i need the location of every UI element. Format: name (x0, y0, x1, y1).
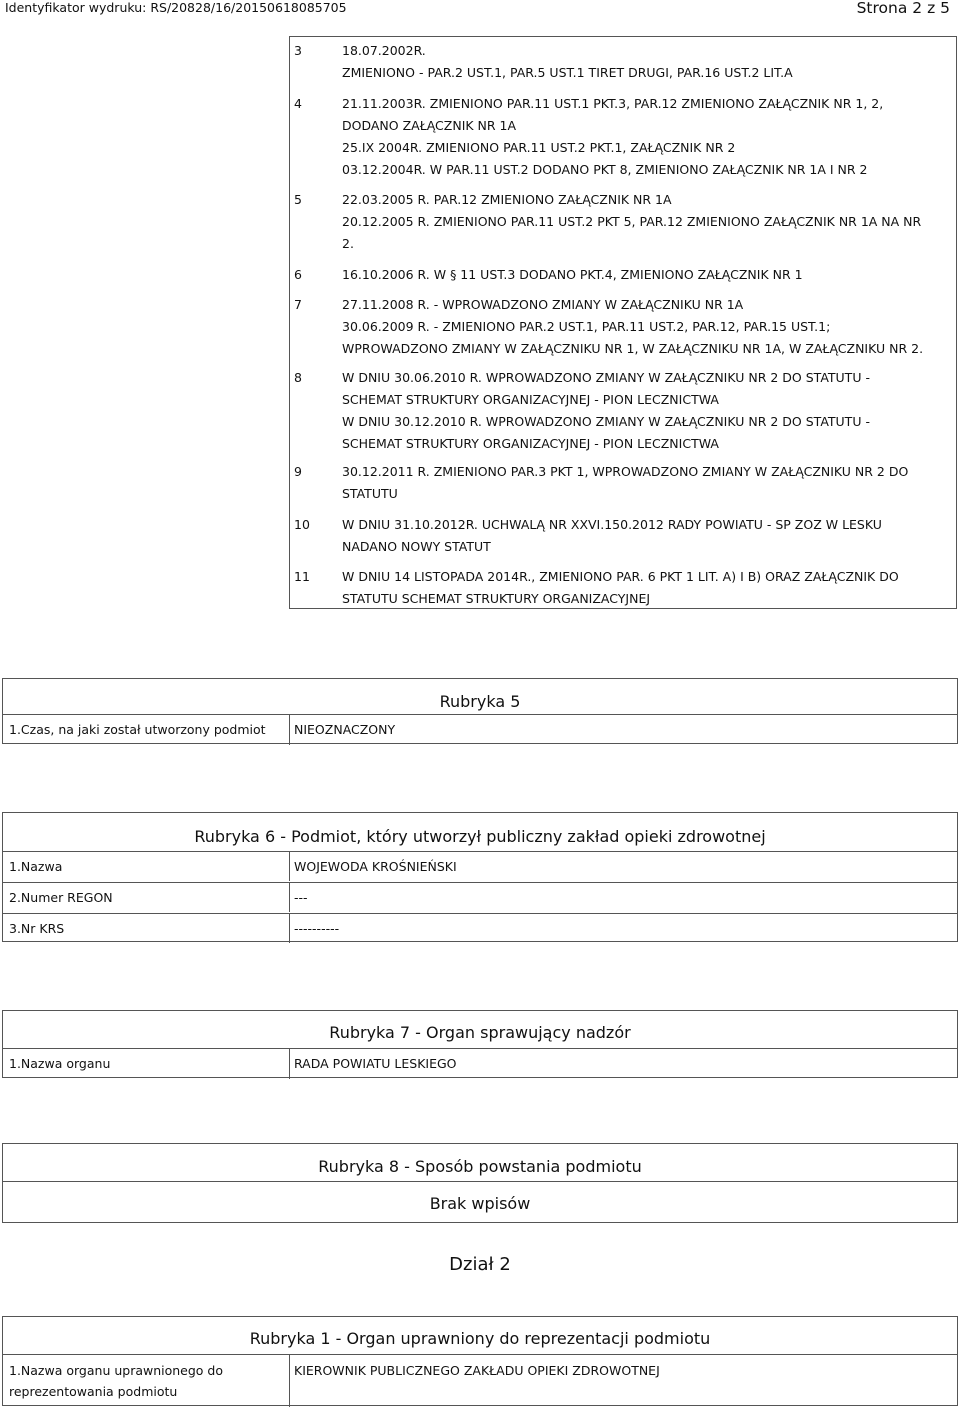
entry-line: 16.10.2006 R. W § 11 UST.3 DODANO PKT.4, ZMIENIONO ZAŁĄCZNIK NR 1 (342, 267, 803, 282)
section-title: Rubryka 6 - Podmiot, który utworzył publiczny zakład opieki zdrowotnej (194, 827, 766, 846)
field-label: 1.Nazwa (9, 859, 63, 874)
field-value: RADA POWIATU LESKIEGO (294, 1056, 457, 1071)
entry-line: SCHEMAT STRUKTURY ORGANIZACYJNEJ - PION LECZNICTWA (342, 436, 719, 451)
entry-line: STATUTU (342, 486, 398, 501)
field-value: ---------- (294, 921, 340, 936)
field-label: 1.Czas, na jaki został utworzony podmiot (9, 722, 266, 737)
entry-line: 30.06.2009 R. - ZMIENIONO PAR.2 UST.1, PAR.11 UST.2, PAR.12, PAR.15 UST.1; (342, 319, 831, 334)
entry-number: 8 (294, 370, 302, 385)
field-label: 1.Nazwa organu (9, 1056, 111, 1071)
empty-row (3, 1181, 957, 1224)
rubryka-6-section (2, 812, 958, 942)
print-identifier: Identyfikator wydruku: RS/20828/16/20150618085705 (5, 0, 347, 15)
entry-line: W DNIU 14 LISTOPADA 2014R., ZMIENIONO PAR. 6 PKT 1 LIT. A) I B) ORAZ ZAŁĄCZNIK DO (342, 569, 899, 584)
entry-number: 4 (294, 96, 302, 111)
section-title: Rubryka 7 - Organ sprawujący nadzór (329, 1023, 631, 1042)
entry-number: 11 (294, 569, 310, 584)
entry-line: 22.03.2005 R. PAR.12 ZMIENIONO ZAŁĄCZNIK NR 1A (342, 192, 672, 207)
entry-number: 3 (294, 43, 302, 58)
field-row (3, 714, 957, 745)
entry-line: 30.12.2011 R. ZMIENIONO PAR.3 PKT 1, WPROWADZONO ZMIANY W ZAŁĄCZNIKU NR 2 DO (342, 464, 909, 479)
entry-number: 9 (294, 464, 302, 479)
section-title: Rubryka 5 (439, 692, 521, 711)
entry-line: 20.12.2005 R. ZMIENIONO PAR.11 UST.2 PKT 5, PAR.12 ZMIENIONO ZAŁĄCZNIK NR 1A NA NR (342, 214, 922, 229)
entry-line: 27.11.2008 R. - WPROWADZONO ZMIANY W ZAŁĄCZNIKU NR 1A (342, 297, 744, 312)
entry-number: 10 (294, 517, 310, 532)
history-table (289, 36, 957, 609)
field-row (3, 1048, 957, 1079)
entry-line: ZMIENIONO - PAR.2 UST.1, PAR.5 UST.1 TIRET DRUGI, PAR.16 UST.2 LIT.A (342, 65, 793, 80)
entry-number: 7 (294, 297, 302, 312)
field-label: 3.Nr KRS (9, 921, 65, 936)
field-label: 2.Numer REGON (9, 890, 113, 905)
entry-line: WPROWADZONO ZMIANY W ZAŁĄCZNIKU NR 1, W ZAŁĄCZNIKU NR 1A, W ZAŁĄCZNIKU NR 2. (342, 341, 924, 356)
field-value: NIEOZNACZONY (294, 722, 396, 737)
entry-line: SCHEMAT STRUKTURY ORGANIZACYJNEJ - PION LECZNICTWA (342, 392, 719, 407)
entry-number: 5 (294, 192, 302, 207)
entry-line: 25.IX 2004R. ZMIENIONO PAR.11 UST.2 PKT.1, ZAŁĄCZNIK NR 2 (342, 140, 736, 155)
rubryka-7-section (2, 1010, 958, 1078)
no-entries-text: Brak wpisów (429, 1194, 531, 1213)
entry-line: 03.12.2004R. W PAR.11 UST.2 DODANO PKT 8, ZMIENIONO ZAŁĄCZNIK NR 1A I NR 2 (342, 162, 868, 177)
entry-line: W DNIU 31.10.2012R. UCHWALĄ NR XXVI.150.2012 RADY POWIATU - SP ZOZ W LESKU (342, 517, 882, 532)
entry-line: W DNIU 30.06.2010 R. WPROWADZONO ZMIANY W ZAŁĄCZNIKU NR 2 DO STATUTU - (342, 370, 870, 385)
rubryka-5-section (2, 678, 958, 744)
field-value: --- (294, 890, 308, 905)
entry-number: 6 (294, 267, 302, 282)
field-label-line: reprezentowania podmiotu (9, 1384, 178, 1399)
entry-line: W DNIU 30.12.2010 R. WPROWADZONO ZMIANY W ZAŁĄCZNIKU NR 2 DO STATUTU - (342, 414, 870, 429)
entry-line: DODANO ZAŁĄCZNIK NR 1A (342, 118, 517, 133)
rubryka-8-section (2, 1143, 958, 1223)
page-number: Strona 2 z 5 (856, 0, 950, 17)
field-label-line: 1.Nazwa organu uprawnionego do (9, 1363, 224, 1378)
section-heading: Dział 2 (449, 1254, 511, 1275)
entry-line: STATUTU SCHEMAT STRUKTURY ORGANIZACYJNEJ (342, 591, 651, 606)
field-row (3, 1354, 957, 1407)
entry-line: 21.11.2003R. ZMIENIONO PAR.11 UST.1 PKT.3, PAR.12 ZMIENIONO ZAŁĄCZNIK NR 1, 2, (342, 96, 884, 111)
dzial2-rubryka-1-section (2, 1316, 958, 1406)
entry-line: NADANO NOWY STATUT (342, 539, 491, 554)
entry-line: 18.07.2002R. (342, 43, 426, 58)
section-title: Rubryka 8 - Sposób powstania podmiotu (318, 1157, 642, 1176)
section-title: Rubryka 1 - Organ uprawniony do reprezentacji podmiotu (249, 1329, 711, 1348)
field-value: WOJEWODA KROŚNIEŃSKI (294, 859, 457, 874)
entry-line: 2. (342, 236, 354, 251)
field-row (3, 851, 957, 881)
field-row (3, 882, 957, 912)
field-value: KIEROWNIK PUBLICZNEGO ZAKŁADU OPIEKI ZDROWOTNEJ (294, 1363, 660, 1378)
page-header (0, 0, 960, 20)
field-row (3, 913, 957, 943)
field-label (9, 1360, 223, 1402)
